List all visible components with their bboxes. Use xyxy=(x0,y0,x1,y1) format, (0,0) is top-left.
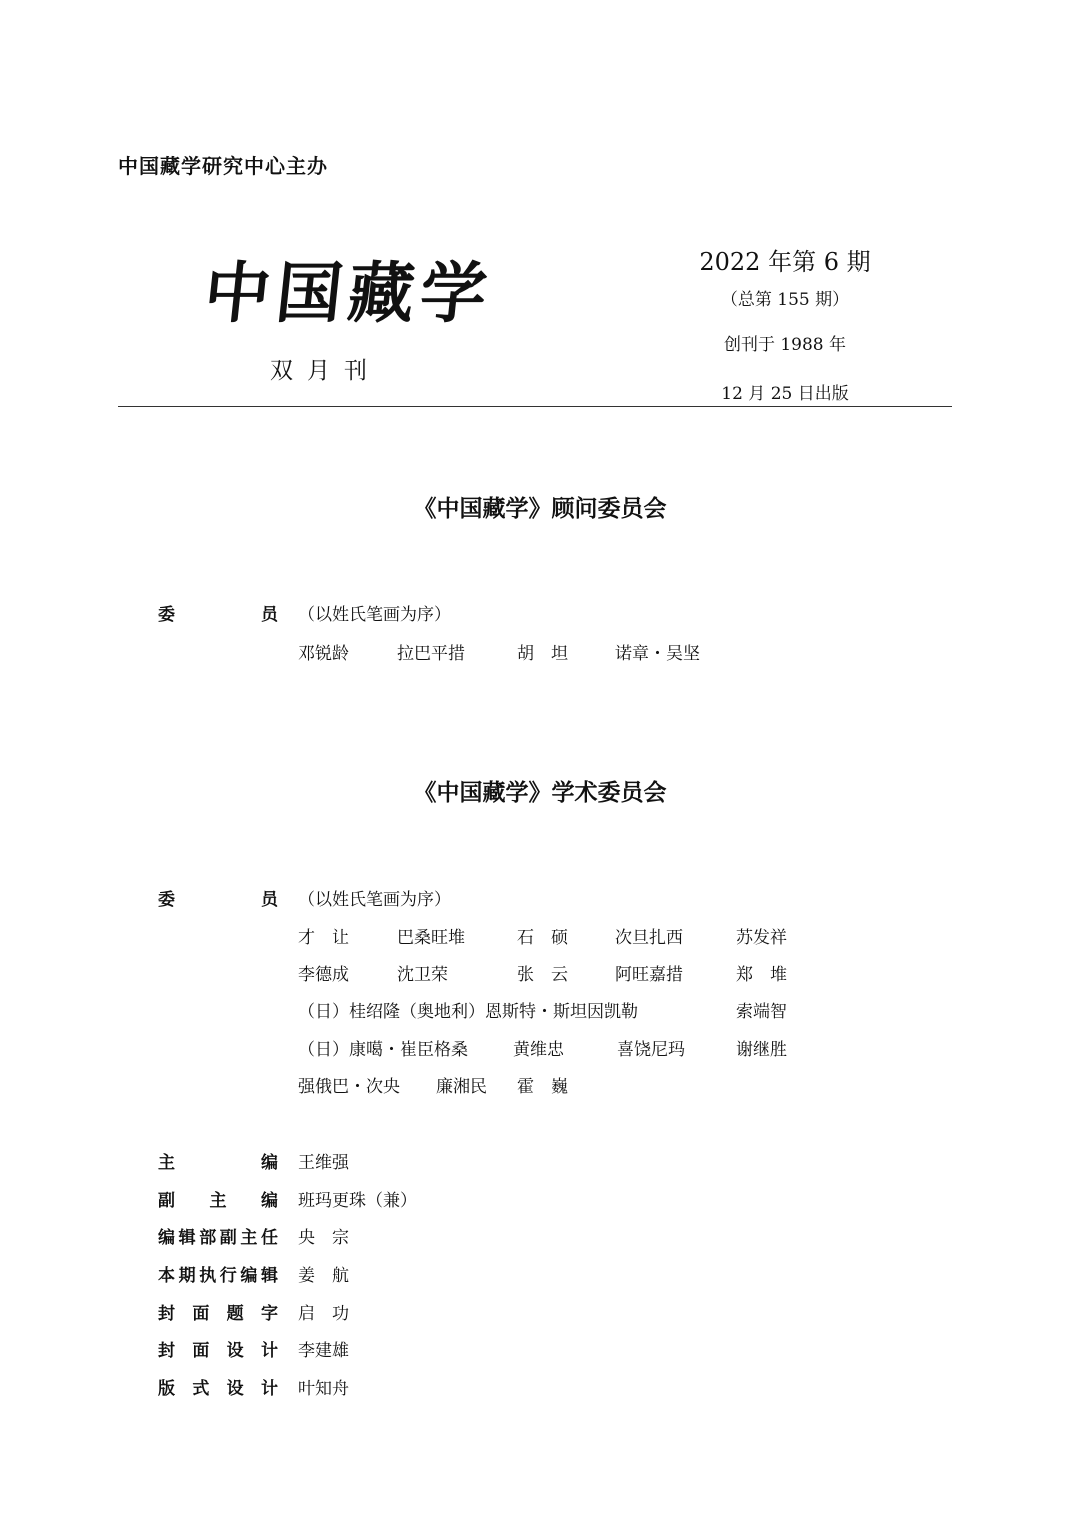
publication-frequency: 双月刊 xyxy=(270,358,381,384)
role-char: 字 xyxy=(260,1304,278,1324)
role-char: 封 xyxy=(158,1304,175,1324)
deputy-director-label xyxy=(158,1223,278,1248)
issue-info xyxy=(690,238,880,404)
academic-committee-title: 《中国藏学》学术委员会 xyxy=(413,779,667,806)
advisory-committee-title: 《中国藏学》顾问委员会 xyxy=(413,495,667,522)
role-char: 期 xyxy=(178,1266,196,1286)
role-char: 题 xyxy=(226,1304,244,1324)
academic-member: 李德成 xyxy=(298,965,349,985)
role-char: 副 xyxy=(158,1191,175,1211)
role-char: 编 xyxy=(240,1266,258,1286)
role-char: 执 xyxy=(199,1266,217,1286)
academic-member: 强俄巴・次央 xyxy=(298,1077,400,1097)
academic-member: （日）桂绍隆（奥地利）恩斯特・斯坦因凯勒 xyxy=(298,1002,638,1022)
academic-member: 苏发祥 xyxy=(736,928,787,948)
role-char: 面 xyxy=(192,1341,210,1361)
role-char: 编 xyxy=(261,1191,278,1211)
role-char: 行 xyxy=(219,1266,237,1286)
role-char: 委 xyxy=(158,605,175,625)
role-char: 面 xyxy=(192,1304,210,1324)
role-char: 设 xyxy=(226,1341,244,1361)
advisory-role-label xyxy=(158,600,278,625)
cover-design-label xyxy=(158,1336,278,1361)
role-char: 设 xyxy=(226,1379,244,1399)
academic-member: 谢继胜 xyxy=(736,1040,787,1060)
role-char: 本 xyxy=(158,1266,175,1286)
role-char: 委 xyxy=(158,890,175,910)
publication-date: 12 月 25 日出版 xyxy=(721,384,849,404)
issue-number: 2022 年第 6 期 xyxy=(699,248,871,276)
academic-member: 黄维忠 xyxy=(513,1040,564,1060)
cover-calligraphy-label xyxy=(158,1299,278,1324)
role-char: 辑 xyxy=(260,1266,278,1286)
role-char: 主 xyxy=(158,1153,175,1173)
academic-member: 郑 堆 xyxy=(736,965,787,985)
academic-member: （日）康噶・崔臣格桑 xyxy=(298,1040,468,1060)
role-char: 编 xyxy=(158,1228,175,1248)
role-char: 员 xyxy=(261,890,278,910)
role-char: 部 xyxy=(199,1228,217,1248)
academic-member: 索端智 xyxy=(736,1002,787,1022)
role-char: 式 xyxy=(192,1379,210,1399)
role-char: 版 xyxy=(158,1379,175,1399)
deputy-editor-name: 班玛更珠（兼） xyxy=(298,1191,417,1211)
academic-member: 次旦扎西 xyxy=(615,928,683,948)
founded-year: 创刊于 1988 年 xyxy=(723,335,847,355)
cover-design-name: 李建雄 xyxy=(298,1341,349,1361)
editor-in-chief-label xyxy=(158,1148,278,1173)
role-char: 主 xyxy=(209,1191,227,1211)
role-char: 计 xyxy=(260,1379,278,1399)
journal-masthead: 中国藏学 xyxy=(200,254,497,332)
total-issue-number: （总第 155 期） xyxy=(720,290,850,310)
academic-member: 霍 巍 xyxy=(517,1077,568,1097)
academic-member: 阿旺嘉措 xyxy=(615,965,683,985)
advisory-member: 诺章・吴坚 xyxy=(615,644,700,664)
role-char: 计 xyxy=(260,1341,278,1361)
role-char: 主 xyxy=(240,1228,258,1248)
editor-in-chief-name: 王维强 xyxy=(298,1153,349,1173)
executive-editor-label xyxy=(158,1261,278,1286)
academic-member: 石 硕 xyxy=(517,928,568,948)
advisory-member: 拉巴平措 xyxy=(397,644,465,664)
deputy-editor-label xyxy=(158,1186,278,1211)
role-char: 任 xyxy=(260,1228,278,1248)
academic-order-note: （以姓氏笔画为序） xyxy=(298,890,451,910)
role-char: 封 xyxy=(158,1341,175,1361)
sponsor-line: 中国藏学研究中心主办 xyxy=(118,154,328,178)
academic-member: 张 云 xyxy=(517,965,568,985)
role-char: 辑 xyxy=(178,1228,196,1248)
role-char: 编 xyxy=(261,1153,278,1173)
cover-calligraphy-name: 启 功 xyxy=(298,1304,349,1324)
layout-design-label xyxy=(158,1374,278,1399)
executive-editor-name: 姜 航 xyxy=(298,1266,349,1286)
header-divider xyxy=(118,406,952,407)
academic-member: 喜饶尼玛 xyxy=(617,1040,685,1060)
role-char: 副 xyxy=(219,1228,237,1248)
advisory-member: 邓锐龄 xyxy=(298,644,349,664)
advisory-order-note: （以姓氏笔画为序） xyxy=(298,605,451,625)
academic-member: 才 让 xyxy=(298,928,349,948)
role-char: 员 xyxy=(261,605,278,625)
advisory-member: 胡 坦 xyxy=(517,644,568,664)
academic-member: 廉湘民 xyxy=(436,1077,487,1097)
deputy-director-name: 央 宗 xyxy=(298,1228,349,1248)
academic-member: 巴桑旺堆 xyxy=(397,928,465,948)
academic-role-label xyxy=(158,885,278,910)
academic-member: 沈卫荣 xyxy=(397,965,448,985)
layout-design-name: 叶知舟 xyxy=(298,1379,349,1399)
